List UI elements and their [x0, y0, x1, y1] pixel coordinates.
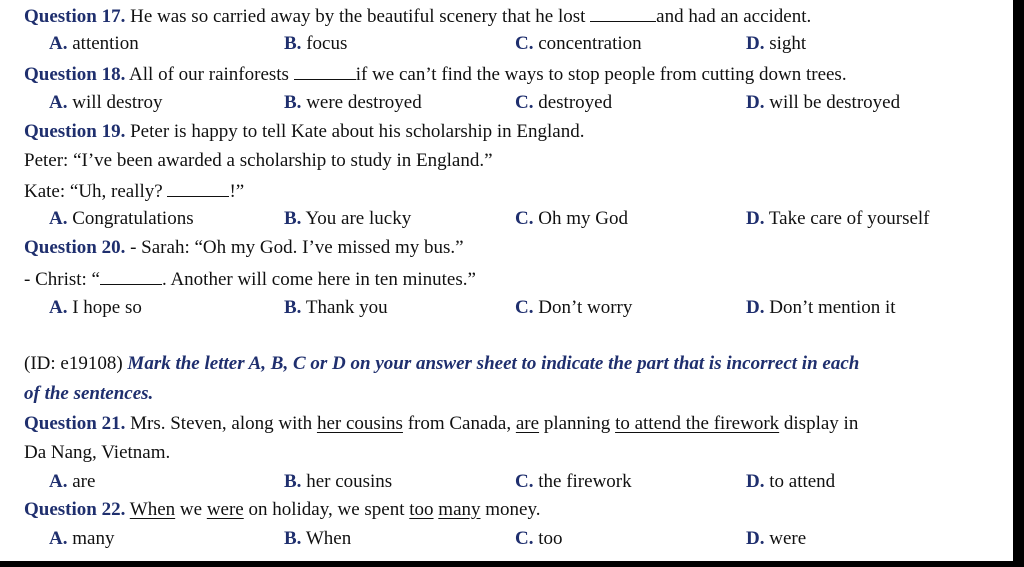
question-18-option-d[interactable]: D. will be destroyed	[746, 92, 901, 113]
question-20-stem	[24, 237, 464, 259]
question-17-option-b[interactable]: B. focus	[284, 33, 348, 54]
question-21-option-b[interactable]: B. her cousins	[284, 471, 393, 492]
question-21-label: Question 21.	[24, 413, 126, 434]
question-19-option-d[interactable]: D. Take care of yourself	[746, 208, 930, 229]
question-20-option-c[interactable]: C. Don’t worry	[515, 297, 633, 318]
question-21-underlined-cd: to attend the firework	[615, 413, 780, 434]
question-19-stem	[24, 121, 584, 143]
question-19-option-b[interactable]: B. You are lucky	[284, 208, 412, 229]
question-19-option-a[interactable]: A. Congratulations	[49, 208, 194, 229]
question-22-label: Question 22.	[24, 499, 126, 520]
question-19-text: Peter is happy to tell Kate about his scholarship in England.	[125, 121, 585, 142]
question-19-dialogue-peter: Peter: “I’ve been awarded a scholarship to study in England.”	[24, 150, 493, 171]
question-22-option-b[interactable]: B. When	[284, 528, 352, 549]
question-17-option-c[interactable]: C. concentration	[515, 33, 642, 54]
question-22-stem: Question 22. When we were on holiday, we spent too many money.	[24, 499, 541, 520]
question-18-text-before: All of our rainforests	[125, 64, 294, 85]
section-instruction	[24, 353, 859, 375]
question-22-option-d[interactable]: D. were	[746, 528, 807, 549]
question-19-blank	[167, 179, 229, 197]
section-instruction-continued: of the sentences.	[24, 383, 154, 404]
question-21-underlined-b: her cousins	[316, 413, 403, 434]
instruction-text: Mark the letter A, B, C or D on your answer sheet to indicate the part that is incorrect in each	[127, 353, 860, 374]
question-20-dialogue-christ: - Christ: “ . Another will come here in ten minutes.”	[24, 269, 476, 290]
question-22-option-c[interactable]: C. too	[515, 528, 563, 549]
question-17-stem	[24, 4, 811, 28]
question-22-underlined-b: When	[129, 499, 176, 520]
instruction-id: (ID: e19108)	[24, 353, 128, 374]
question-20-option-a[interactable]: A. I hope so	[49, 297, 142, 318]
question-18-option-b[interactable]: B. were destroyed	[284, 92, 422, 113]
question-20-option-d[interactable]: D. Don’t mention it	[746, 297, 896, 318]
question-20-option-b[interactable]: B. Thank you	[284, 297, 388, 318]
question-21-option-a[interactable]: A. are	[49, 471, 96, 492]
question-21-stem-continued: Da Nang, Vietnam.	[24, 442, 171, 463]
question-21-stem: Question 21. Mrs. Steven, along with her cousins from Canada, are planning to attend the firework display in	[24, 413, 859, 434]
question-20-blank	[100, 267, 162, 285]
question-18-option-c[interactable]: C. destroyed	[515, 92, 613, 113]
question-19-option-c[interactable]: C. Oh my God	[515, 208, 628, 229]
question-21-underlined-a: are	[515, 413, 540, 434]
question-21-option-c[interactable]: C. the firework	[515, 471, 632, 492]
question-21-option-d[interactable]: D. to attend	[746, 471, 836, 492]
question-22-underlined-c: too	[409, 499, 434, 520]
question-17-text-after: and had an accident.	[656, 6, 812, 27]
question-17-label: Question 17.	[24, 6, 126, 27]
question-22-option-a[interactable]: A. many	[49, 528, 115, 549]
question-22-underlined-a: many	[438, 499, 481, 520]
question-17-blank	[590, 4, 656, 22]
question-20-label: Question 20.	[24, 237, 126, 258]
question-19-label: Question 19.	[24, 121, 126, 142]
question-22-underlined-d: were	[206, 499, 244, 520]
question-18-blank	[294, 62, 356, 80]
question-18-text-after: if we can’t find the ways to stop people from cutting down trees.	[355, 64, 847, 85]
question-18-label: Question 18.	[24, 64, 126, 85]
question-17-option-a[interactable]: A. attention	[49, 33, 139, 54]
question-18-stem	[24, 62, 847, 86]
question-17-option-d[interactable]: D. sight	[746, 33, 807, 54]
question-19-dialogue-kate: Kate: “Uh, really? !”	[24, 181, 245, 202]
question-18-option-a[interactable]: A. will destroy	[49, 92, 163, 113]
question-20-text: - Sarah: “Oh my God. I’ve missed my bus.”	[125, 237, 464, 258]
question-17-text-before: He was so carried away by the beautiful scenery that he lost	[125, 6, 591, 27]
